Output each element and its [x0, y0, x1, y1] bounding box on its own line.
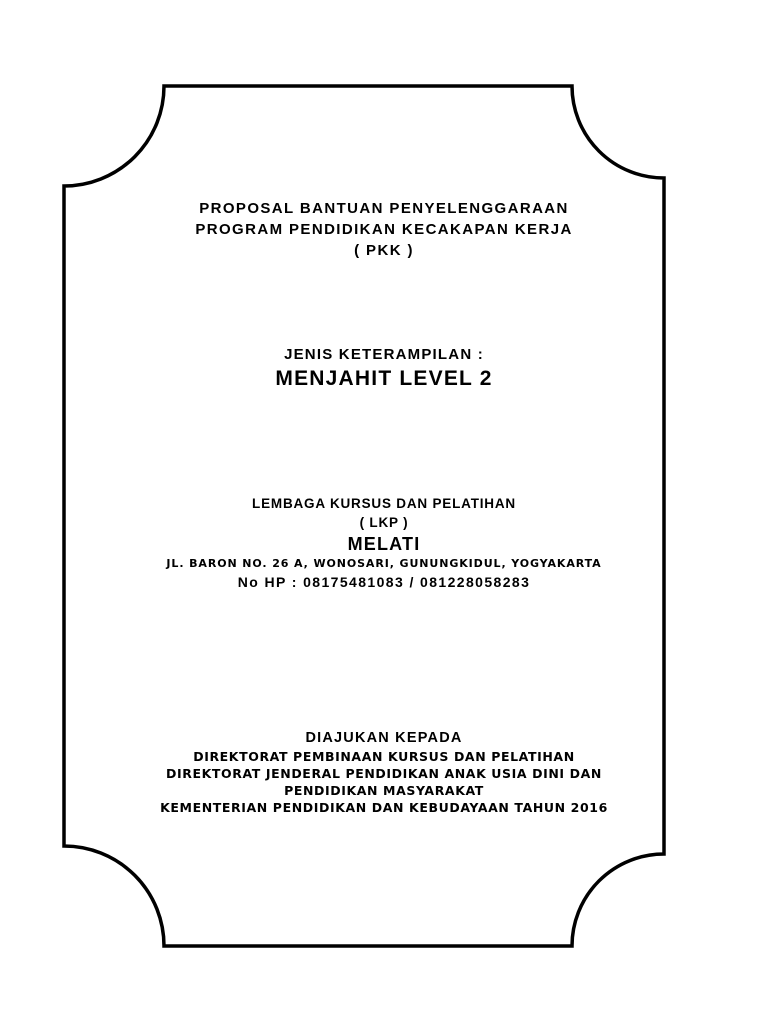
- skill-name: MENJAHIT LEVEL 2: [275, 367, 493, 390]
- recipient-line-1: DIREKTORAT PEMBINAAN KURSUS DAN PELATIHAN: [193, 749, 575, 764]
- proposal-title-line-3: ( PKK ): [354, 242, 414, 259]
- recipient-line-2: DIREKTORAT JENDERAL PENDIDIKAN ANAK USIA DINI DAN: [166, 766, 602, 781]
- institution-name: MELATI: [347, 534, 421, 554]
- recipient-line-3: PENDIDIKAN MASYARAKAT: [284, 783, 484, 798]
- institution-abbr: ( LKP ): [359, 515, 409, 530]
- skill-label: JENIS KETERAMPILAN :: [284, 346, 484, 363]
- recipient-line-4: KEMENTERIAN PENDIDIKAN DAN KEBUDAYAAN TAHUN 2016: [160, 800, 608, 815]
- institution-address: JL. BARON NO. 26 A, WONOSARI, GUNUNGKIDUL, YOGYAKARTA: [166, 557, 602, 570]
- proposal-title-line-2: PROGRAM PENDIDIKAN KECAKAPAN KERJA: [195, 221, 573, 238]
- institution-phone: No HP : 08175481083 / 081228058283: [237, 574, 531, 590]
- institution-type: LEMBAGA KURSUS DAN PELATIHAN: [252, 496, 516, 511]
- submitted-to-label: DIAJUKAN KEPADA: [305, 730, 463, 746]
- proposal-title-line-1: PROPOSAL BANTUAN PENYELENGGARAAN: [199, 200, 569, 217]
